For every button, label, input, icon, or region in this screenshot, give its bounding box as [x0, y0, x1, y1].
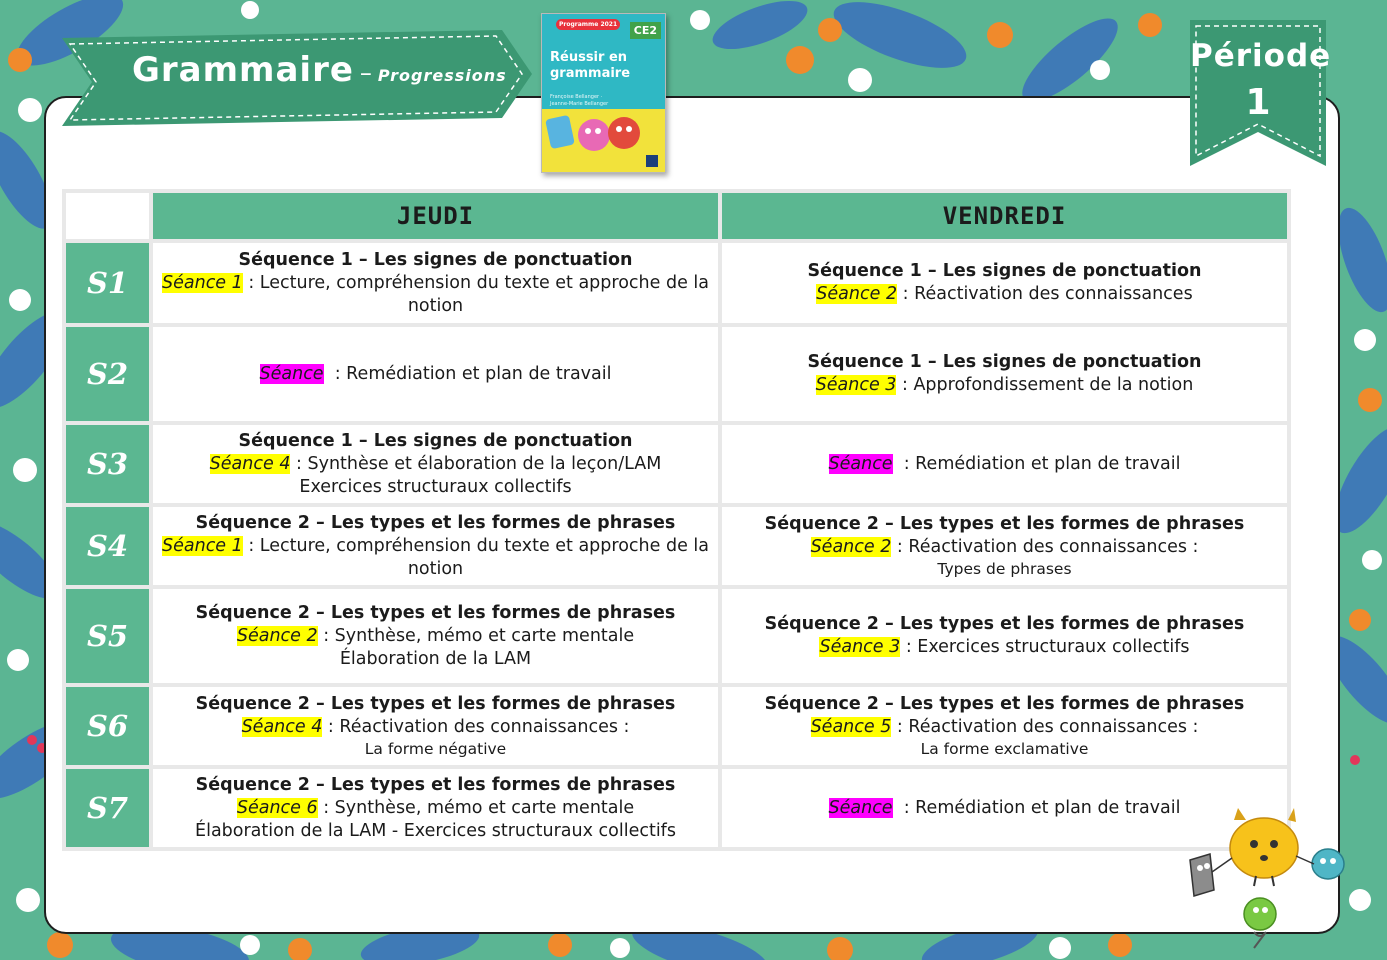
seance-description: : Synthèse, mémo et carte mentale — [317, 797, 635, 818]
seance-extra: Exercices structuraux collectifs — [299, 476, 572, 497]
seance-line — [153, 535, 718, 581]
seance-description: : Exercices structuraux collectifs — [900, 637, 1190, 657]
seance-description: : Remédiation et plan de travail — [323, 363, 612, 384]
periode-label: Période — [1190, 38, 1332, 74]
week-label: S6 — [66, 687, 149, 765]
seance-label: Séance 6 — [236, 797, 318, 818]
seance-label: Séance 2 — [810, 536, 892, 557]
seance-description: : Synthèse, mémo et carte mentale — [317, 625, 635, 646]
seance-note: La forme négative — [364, 739, 507, 758]
week-label: S5 — [66, 589, 149, 683]
week-label: S4 — [66, 507, 149, 585]
sequence-title: Séquence 2 – Les types et les formes de phrases — [195, 693, 676, 714]
sequence-title: Séquence 2 – Les types et les formes de phrases — [764, 513, 1245, 534]
sequence-title: Séquence 1 – Les signes de ponctuation — [807, 352, 1202, 372]
seance-line — [153, 797, 718, 820]
week-label: S7 — [66, 769, 149, 847]
seance-label: Séance 4 — [209, 453, 291, 474]
table-row — [66, 327, 1287, 421]
table-row — [66, 769, 1287, 847]
cell-jeudi — [153, 425, 718, 503]
sequence-title: Séquence 2 – Les types et les formes de phrases — [764, 693, 1245, 714]
green-monster — [1244, 898, 1276, 948]
blue-monster — [1312, 849, 1344, 879]
seance-line — [722, 283, 1287, 306]
seance-description: : Remédiation et plan de travail — [892, 453, 1181, 474]
sequence-title: Séquence 2 – Les types et les formes de phrases — [195, 774, 676, 795]
seance-description: : Lecture, compréhension du texte et approche de la notion — [242, 272, 715, 316]
sequence-title: Séquence 2 – Les types et les formes de phrases — [764, 614, 1245, 634]
seance-extra: Élaboration de la LAM - Exercices structuraux collectifs — [195, 820, 676, 841]
seance-label: Séance 1 — [162, 272, 243, 293]
column-header-jeudi: JEUDI — [153, 193, 718, 239]
seance-line — [153, 453, 718, 476]
title-main: Grammaire — [132, 50, 354, 90]
title-separator: – — [359, 59, 372, 87]
seance-label: Séance 2 — [816, 284, 898, 304]
book-title: Réussir en grammaire — [550, 50, 631, 81]
seance-description: : Réactivation des connaissances — [897, 284, 1193, 304]
week-label: S2 — [66, 327, 149, 421]
cell-jeudi — [153, 687, 718, 765]
cell-jeudi — [153, 243, 718, 323]
periode-number: 1 — [1245, 82, 1271, 123]
cell-jeudi — [153, 507, 718, 585]
seance-label: Séance 2 — [236, 625, 318, 646]
grey-monster — [1190, 854, 1214, 896]
week-label: S1 — [66, 243, 149, 323]
seance-line — [722, 374, 1287, 397]
seance-line — [153, 625, 718, 648]
cell-vendredi — [722, 687, 1287, 765]
seance-description: : Synthèse et élaboration de la leçon/LAM — [290, 453, 662, 474]
table-row — [66, 243, 1287, 323]
cell-vendredi — [722, 425, 1287, 503]
cell-vendredi — [722, 589, 1287, 683]
sequence-title: Séquence 2 – Les types et les formes de phrases — [195, 512, 676, 533]
seance-line — [153, 363, 718, 386]
cell-vendredi — [722, 243, 1287, 323]
seance-label: Séance 1 — [162, 535, 243, 556]
seance-line — [153, 716, 718, 739]
seance-line — [722, 536, 1287, 559]
seance-label: Séance 4 — [241, 716, 323, 737]
cell-jeudi — [153, 589, 718, 683]
seance-label: Séance 3 — [819, 637, 901, 657]
page-title — [132, 50, 507, 90]
week-label: S3 — [66, 425, 149, 503]
sequence-title: Séquence 1 – Les signes de ponctuation — [238, 430, 633, 451]
sequence-title: Séquence 1 – Les signes de ponctuation — [238, 249, 633, 270]
table-row — [66, 507, 1287, 585]
table-body — [66, 243, 1287, 847]
seance-label: Séance — [259, 363, 324, 384]
seance-note: La forme exclamative — [920, 739, 1089, 758]
seance-description: : Approfondissement de la notion — [896, 375, 1194, 395]
book-illustration — [542, 109, 665, 172]
table-row — [66, 425, 1287, 503]
seance-extra: Élaboration de la LAM — [339, 648, 532, 669]
table-row — [66, 589, 1287, 683]
cell-jeudi — [153, 327, 718, 421]
seance-line — [722, 716, 1287, 739]
seance-label: Séance 3 — [815, 375, 897, 395]
table-row — [66, 687, 1287, 765]
seance-description: : Réactivation des connaissances : — [891, 716, 1199, 737]
progression-table — [62, 189, 1291, 851]
monsters-illustration — [1176, 806, 1366, 956]
title-subtitle: Progressions — [377, 66, 507, 85]
cell-jeudi — [153, 769, 718, 847]
column-header-vendredi: VENDREDI — [722, 193, 1287, 239]
book-authors: Françoise Bellanger · Jeanne-Marie Bellanger — [550, 94, 609, 107]
sequence-title: Séquence 2 – Les types et les formes de phrases — [195, 602, 676, 623]
table-header-row — [66, 193, 1287, 239]
sequence-title: Séquence 1 – Les signes de ponctuation — [807, 261, 1202, 281]
seance-line — [722, 636, 1287, 659]
book-cover — [541, 13, 666, 173]
seance-description: : Réactivation des connaissances : — [322, 716, 630, 737]
seance-line — [153, 272, 718, 318]
seance-description: : Lecture, compréhension du texte et approche de la notion — [242, 535, 715, 579]
seance-label: Séance — [828, 797, 893, 818]
cell-vendredi — [722, 327, 1287, 421]
book-badge: Programme 2021 — [556, 19, 620, 30]
seance-note: Types de phrases — [937, 559, 1072, 578]
seance-line — [722, 453, 1287, 476]
cell-vendredi — [722, 507, 1287, 585]
seance-label: Séance 5 — [810, 716, 892, 737]
seance-description: : Réactivation des connaissances : — [891, 536, 1199, 557]
seance-label: Séance — [828, 453, 893, 474]
table-corner — [66, 193, 149, 239]
yellow-monster — [1230, 808, 1298, 886]
seance-description: : Remédiation et plan de travail — [892, 797, 1181, 818]
book-level: CE2 — [630, 22, 661, 39]
